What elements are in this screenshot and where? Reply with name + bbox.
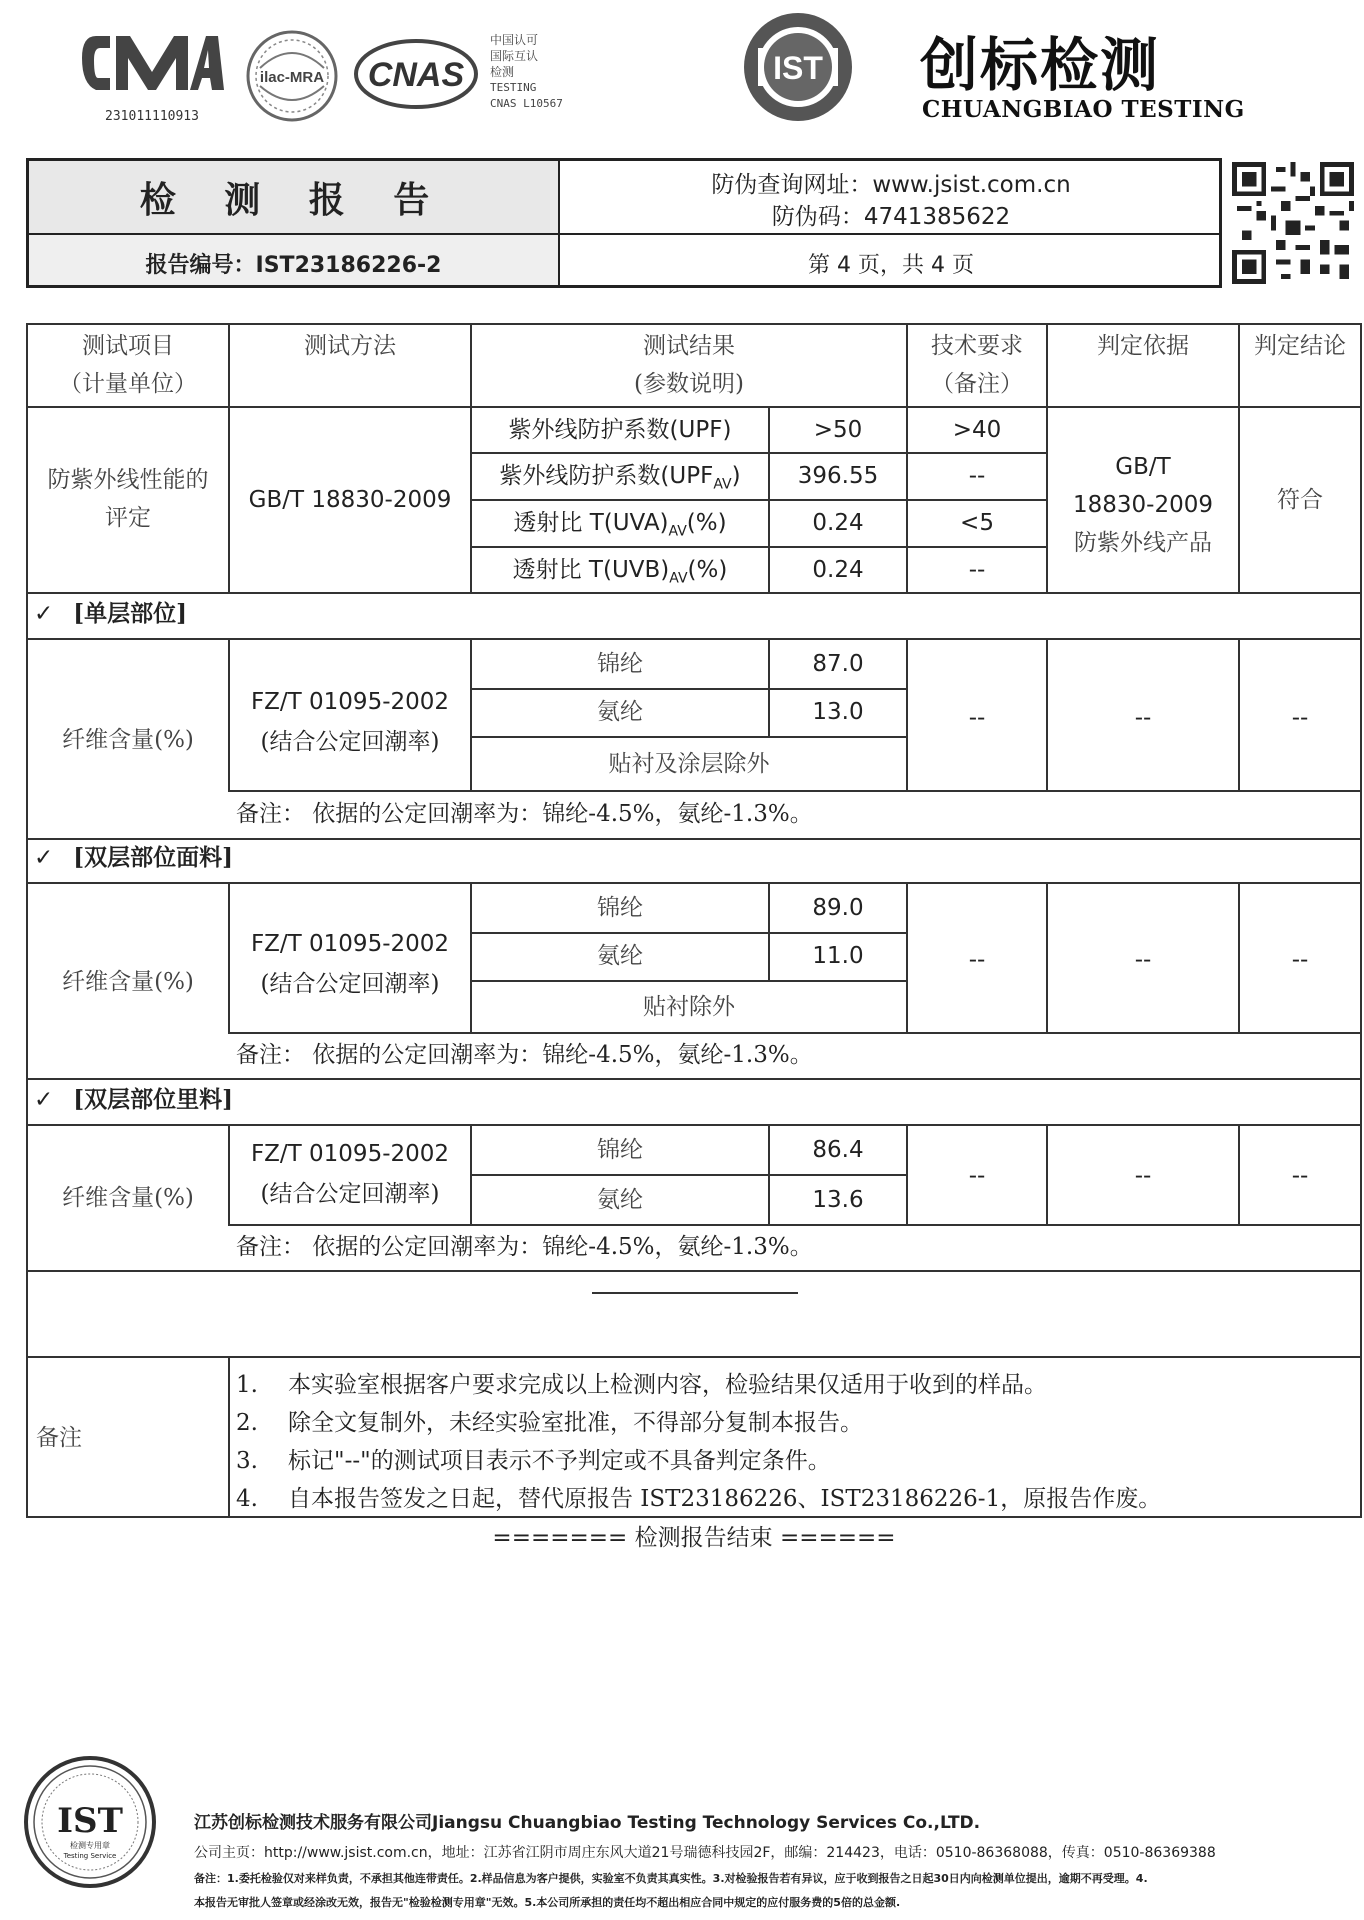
uv-method: GB/T 18830-2009: [248, 487, 452, 513]
brand-name-cn: 创标检测: [920, 31, 1161, 99]
report-number: 报告编号：IST23186226-2: [145, 253, 442, 278]
cma-logo: [78, 28, 226, 126]
svg-text:CNAS: CNAS: [367, 56, 465, 94]
fiber-requirement: --: [968, 705, 986, 731]
header-conclusion: 判定结论: [1254, 333, 1346, 359]
check-icon: ✓: [34, 601, 54, 627]
uv-param: 紫外线防护系数(UPF): [508, 417, 732, 443]
ist-logo: [738, 8, 858, 126]
uv-conclusion: 符合: [1277, 487, 1323, 513]
section-title: ✓ [双层部位面料]: [34, 844, 234, 871]
fiber-name: 锦纶: [597, 1137, 643, 1163]
remark-item: 2. 除全文复制外，未经实验室批准，不得部分复制本报告。: [236, 1410, 863, 1436]
fiber-exclusion: 贴衬及涂层除外: [608, 751, 770, 777]
section-note: 备注： 依据的公定回潮率为：锦纶-4.5%，氨纶-1.3%。: [236, 801, 813, 827]
report-end-marker: ======= 检测报告结束 ======: [492, 1525, 896, 1551]
fiber-value: 11.0: [812, 943, 864, 969]
fiber-basis: --: [1134, 947, 1152, 973]
disclaimer-line: 备注：1.委托检验仅对来样负责，不承担其他连带责任。2.样品信息为客户提供，实验室不负责其真实性。3.对检验报告若有异议，应于收到报告之日起30日内向检测单位提出，逾期不再受理。4.: [194, 1872, 1148, 1885]
section-note: 备注： 依据的公定回潮率为：锦纶-4.5%，氨纶-1.3%。: [236, 1042, 813, 1068]
fiber-value: 89.0: [812, 895, 864, 921]
uv-value: 0.24: [812, 510, 864, 536]
cma-number: 231011110913: [105, 109, 199, 124]
header-method: 测试方法: [304, 333, 396, 359]
brand-name-en: CHUANGBIAO TESTING: [922, 96, 1245, 123]
remark-item: 4. 自本报告签发之日起，替代原报告 IST23186226、IST23186226-1，原报告作废。: [236, 1486, 1162, 1512]
fiber-name: 氨纶: [597, 1187, 643, 1213]
fiber-conclusion: --: [1291, 1163, 1309, 1189]
qr-code: [1232, 162, 1354, 284]
fiber-item: 纤维含量(%): [62, 969, 194, 995]
fiber-name: 氨纶: [597, 943, 643, 969]
divider: [26, 233, 1222, 235]
check-icon: ✓: [34, 1087, 54, 1113]
section-title: ✓ [单层部位]: [34, 600, 188, 627]
fiber-basis: --: [1134, 705, 1152, 731]
anti-fake-code: 防伪码：4741385622: [771, 204, 1011, 230]
fiber-method: FZ/T 01095-2002 (结合公定回潮率): [250, 689, 450, 755]
header-requirement: 技术要求 （备注）: [931, 333, 1023, 397]
anti-fake-url: 防伪查询网址：www.jsist.com.cn: [711, 172, 1071, 198]
company-address: 公司主页：http://www.jsist.com.cn，地址：江苏省江阴市周庄东风大道21号瑞德科技园2F，邮编：214423，电话：0510-86368088，传真：0510-86369388: [194, 1845, 1216, 1861]
fiber-requirement: --: [968, 947, 986, 973]
uv-requirement: <5: [960, 510, 994, 536]
fiber-exclusion: 贴衬除外: [643, 994, 735, 1020]
svg-text:ilac-MRA: ilac-MRA: [259, 69, 325, 86]
fiber-conclusion: --: [1291, 947, 1309, 973]
uv-param: 透射比 $T(UVA)_{AV}(\%)$: [513, 510, 727, 540]
uv-value: 396.55: [797, 463, 879, 489]
uv-value: >50: [813, 417, 863, 443]
fiber-value: 13.0: [812, 699, 864, 725]
fiber-item: 纤维含量(%): [62, 1185, 194, 1211]
fiber-value: 86.4: [812, 1137, 864, 1163]
section-title: ✓ [双层部位里料]: [34, 1086, 234, 1113]
uv-requirement: >40: [952, 417, 1002, 443]
ilac-mra-logo: [242, 28, 342, 124]
remarks-list: [236, 1366, 1161, 1518]
fiber-value: 13.6: [812, 1187, 864, 1213]
cnas-logo: [352, 38, 480, 110]
fiber-value: 87.0: [812, 651, 864, 677]
check-icon: ✓: [34, 845, 54, 871]
svg-text:IST: IST: [57, 1801, 123, 1841]
fiber-requirement: --: [968, 1163, 986, 1189]
svg-text:Testing Service: Testing Service: [63, 1852, 117, 1860]
fiber-name: 锦纶: [597, 651, 643, 677]
uv-param: 紫外线防护系数$(UPF_{AV})$: [499, 463, 741, 493]
header-result: 测试结果 (参数说明): [634, 333, 744, 397]
company-name: 江苏创标检测技术服务有限公司Jiangsu Chuangbiao Testing Technology Services Co.,LTD.: [194, 1813, 981, 1833]
remark-item: 1. 本实验室根据客户要求完成以上检测内容，检验结果仅适用于收到的样品。: [236, 1372, 1047, 1398]
uv-param: 透射比 $T(UVB)_{AV}(\%)$: [512, 557, 728, 587]
uv-basis: GB/T 18830-2009 防紫外线产品: [1073, 454, 1213, 556]
fiber-basis: --: [1134, 1163, 1152, 1189]
uv-requirement: --: [968, 557, 986, 583]
fiber-conclusion: --: [1291, 705, 1309, 731]
fiber-method: FZ/T 01095-2002 (结合公定回潮率): [250, 1141, 450, 1207]
uv-item: 防紫外线性能的 评定: [47, 467, 209, 531]
header-basis: 判定依据: [1097, 333, 1189, 359]
cnas-accreditation-text: 中国认可 国际互认 检测 TESTING CNAS L10567: [490, 33, 563, 110]
svg-text:IST: IST: [773, 50, 823, 86]
page-info: 第 4 页，共 4 页: [808, 253, 974, 278]
fiber-item: 纤维含量(%): [62, 727, 194, 753]
header-item: 测试项目 （计量单位）: [59, 333, 197, 397]
section-note: 备注： 依据的公定回潮率为：锦纶-4.5%，氨纶-1.3%。: [236, 1234, 813, 1260]
remark-item: 3. 标记"--"的测试项目表示不予判定或不具备判定条件。: [236, 1448, 831, 1474]
uv-requirement: --: [968, 463, 986, 489]
report-title: 检 测 报 告: [139, 179, 448, 221]
uv-value: 0.24: [812, 557, 864, 583]
testing-seal: [22, 1754, 158, 1890]
fiber-name: 氨纶: [597, 699, 643, 725]
remarks-label: 备注: [36, 1425, 82, 1451]
fiber-method: FZ/T 01095-2002 (结合公定回潮率): [250, 931, 450, 997]
fiber-name: 锦纶: [597, 895, 643, 921]
svg-text:检测专用章: 检测专用章: [70, 1841, 110, 1850]
disclaimer-line: 本报告无审批人签章或经涂改无效，报告无"检验检测专用章"无效。5.本公司所承担的责任均不超出相应合同中规定的应付服务费的5倍的总金额.: [194, 1896, 901, 1909]
